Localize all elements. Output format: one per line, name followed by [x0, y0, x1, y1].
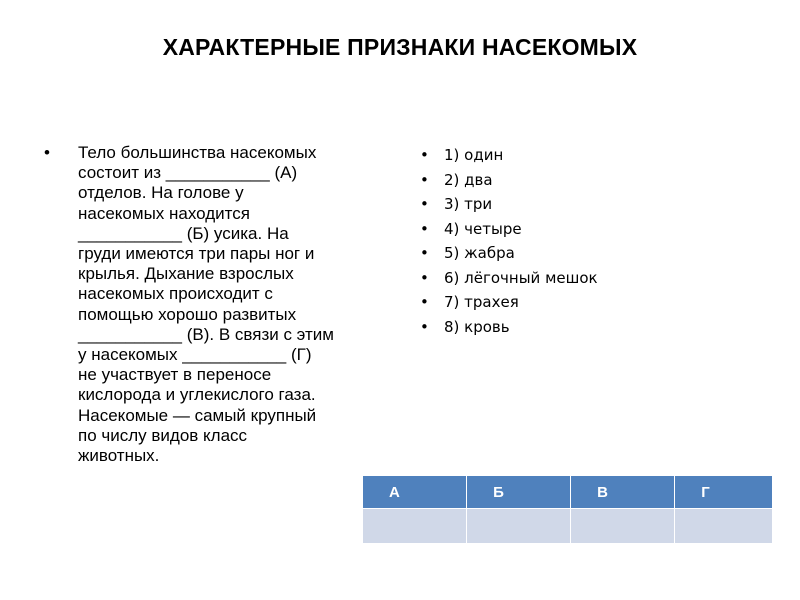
task-text-line: крылья. Дыхание взрослых	[78, 264, 294, 284]
option-item	[420, 291, 598, 316]
task-text-line: помощью хорошо развитых	[78, 304, 297, 324]
bullet-point: •	[420, 244, 429, 262]
bullet-point: •	[420, 146, 429, 164]
option-label: 5) жабра	[444, 244, 515, 262]
answer-cell-g[interactable]	[675, 509, 773, 544]
option-item	[420, 218, 598, 243]
task-text-line: кислорода и углекислого газа.	[78, 385, 316, 405]
option-label: 6) лёгочный мешок	[444, 268, 598, 287]
task-text-line: у насекомых ___________ (Г)	[78, 345, 312, 365]
answer-options-list	[420, 144, 598, 340]
option-label: 1) один	[444, 146, 504, 164]
task-text-line: по числу видов класс	[78, 425, 248, 445]
option-item	[420, 242, 598, 267]
option-item	[420, 193, 598, 218]
option-label: 4) четыре	[444, 219, 522, 238]
option-label: 2) два	[444, 170, 493, 189]
bullet-point: •	[420, 317, 429, 336]
option-item	[420, 169, 598, 194]
bullet-point: •	[420, 293, 429, 311]
bullet-point: •	[44, 143, 50, 162]
task-text-line: животных.	[78, 446, 160, 466]
answer-header-g: Г	[675, 476, 773, 509]
bullet-point: •	[420, 195, 429, 213]
answer-table-row	[363, 509, 773, 544]
task-text-line: отделов. На голове у	[78, 183, 244, 203]
task-text-line: насекомых происходит с	[78, 284, 273, 304]
answer-cell-a[interactable]	[363, 509, 467, 544]
task-text	[78, 143, 396, 466]
answer-cell-b[interactable]	[467, 509, 571, 544]
task-text-line: Насекомые — самый крупный	[78, 405, 317, 425]
answer-header-a: А	[363, 476, 467, 509]
option-item	[420, 144, 598, 169]
answer-table	[362, 475, 773, 544]
option-label: 8) кровь	[444, 317, 510, 336]
option-label: 7) трахея	[444, 293, 519, 311]
task-text-line: ___________ (В). В связи с этим	[78, 324, 334, 344]
task-text-line: состоит из ___________ (А)	[78, 163, 298, 183]
answer-header-b: Б	[467, 476, 571, 509]
answer-cell-v[interactable]	[571, 509, 675, 544]
option-item	[420, 316, 598, 341]
bullet-point: •	[420, 268, 429, 287]
bullet-point: •	[420, 170, 429, 189]
task-text-line: насекомых находится	[78, 203, 250, 223]
task-text-line: груди имеются три пары ног и	[78, 244, 315, 264]
answer-table-header-row	[363, 476, 773, 509]
task-text-line: Тело большинства насекомых	[78, 143, 317, 162]
task-text-line: не участвует в переносе	[78, 365, 272, 385]
option-item	[420, 267, 598, 292]
task-text-line: ___________ (Б) усика. На	[78, 223, 289, 243]
slide-title: ХАРАКТЕРНЫЕ ПРИЗНАКИ НАСЕКОМЫХ	[162, 34, 638, 60]
bullet-point: •	[420, 219, 429, 238]
option-label: 3) три	[444, 195, 493, 213]
answer-header-v: В	[571, 476, 675, 509]
